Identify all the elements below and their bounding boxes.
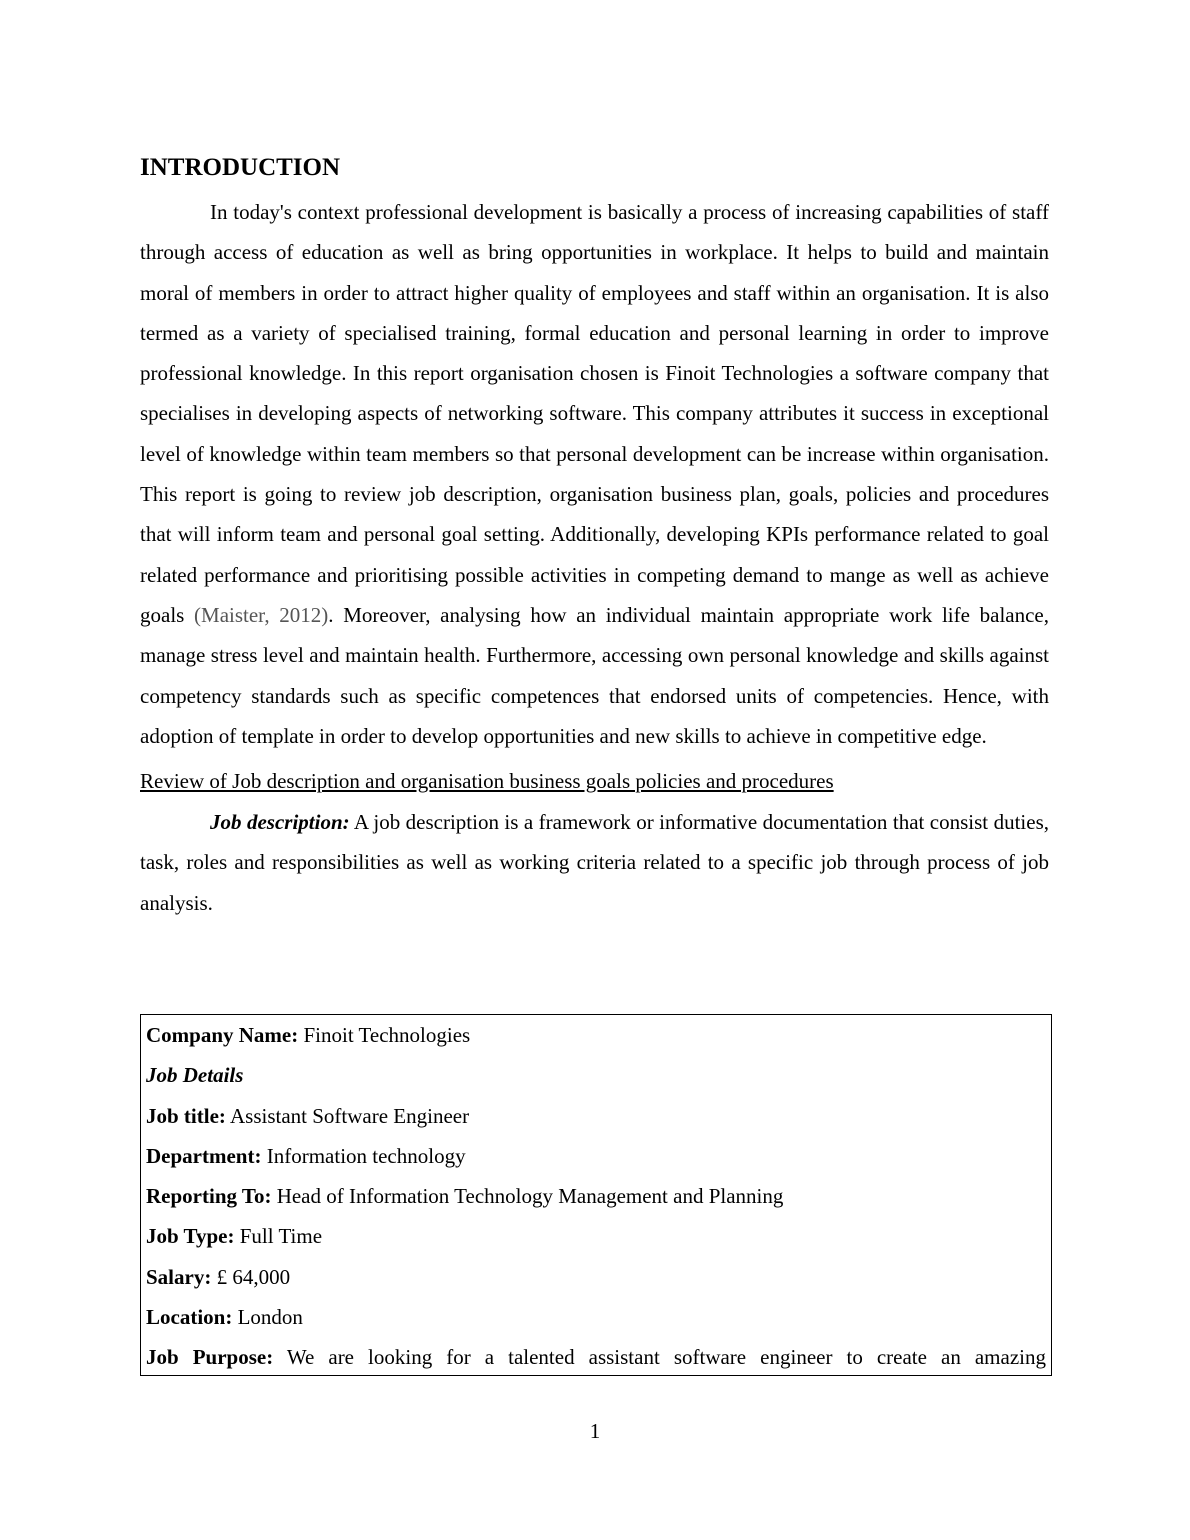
citation: (Maister, 2012) (194, 602, 329, 627)
company-row (146, 1015, 1046, 1055)
job-type-row (146, 1216, 1046, 1256)
job-details-box (140, 1014, 1052, 1376)
salary-value: £ 64,000 (211, 1264, 291, 1289)
company-label: Company Name: (146, 1023, 299, 1047)
intro-paragraph (140, 192, 1049, 756)
job-purpose-label: Job Purpose: (146, 1345, 274, 1370)
department-label: Department: (146, 1143, 262, 1168)
intro-heading: INTRODUCTION (140, 154, 341, 181)
company-value: Finoit Technologies (298, 1023, 471, 1047)
job-details-heading: Job Details (146, 1063, 244, 1088)
job-purpose-row (146, 1337, 1046, 1376)
page-number: 1 (589, 1419, 601, 1443)
review-subheading: Review of Job description and organisation business goals policies and procedures (140, 769, 834, 794)
job-type-value: Full Time (234, 1224, 323, 1249)
salary-row (146, 1257, 1046, 1297)
department-row (146, 1136, 1046, 1176)
department-value: Information technology (261, 1143, 466, 1168)
reporting-row (146, 1176, 1046, 1216)
intro-text-part1: In today's context professional development is basically a process of increasing capabilities of staff through access of education as well as bring opportunities in workplace. It helps to build and maintain moral of members in order to attract higher quality of employees and staff within an organisation. It is also termed as a variety of specialised training, formal education and personal learning in order to improve professional knowledge. In this report organisation chosen is Finoit Technologies a software company that specialises in developing aspects of networking software. This company attributes it success in exceptional level of knowledge within team members so that personal development can be increase within organisation. This report is going to review job description, organisation business plan, goals, policies and procedures that will inform team and personal goal setting. Additionally, developing KPIs performance related to goal related performance and prioritising possible activities in competing demand to mange as well as achieve goals (140, 200, 1049, 627)
salary-label: Salary: (146, 1264, 212, 1289)
location-row (146, 1297, 1046, 1337)
intro-text-part2: . Moreover, analysing how an individual maintain appropriate work life balance, manage stress level and maintain health. Furthermore, accessing own personal knowledge and skills against competency standards such as specific competences that endorsed units of competencies. Hence, with adoption of template in order to develop opportunities and new skills to achieve in competitive edge. (140, 602, 1049, 748)
job-title-label: Job title: (146, 1103, 226, 1128)
job-purpose-value: We are looking for a talented assistant software engineer to create an amazing (273, 1345, 1046, 1370)
job-type-label: Job Type: (146, 1224, 235, 1249)
document-body (140, 150, 1049, 923)
location-value: London (232, 1305, 303, 1330)
job-title-row (146, 1096, 1046, 1136)
reporting-label: Reporting To: (146, 1184, 272, 1209)
location-label: Location: (146, 1305, 233, 1330)
job-description-label: Job description: (210, 810, 350, 835)
job-description-text: A job description is a framework or informative documentation that consist duties, task, roles and responsibilities as well as working criteria related to a specific job through process of job analysis. (140, 810, 1049, 915)
job-title-value: Assistant Software Engineer (225, 1103, 470, 1128)
reporting-value: Head of Information Technology Management and Planning (271, 1184, 784, 1209)
job-description-paragraph (140, 802, 1049, 923)
